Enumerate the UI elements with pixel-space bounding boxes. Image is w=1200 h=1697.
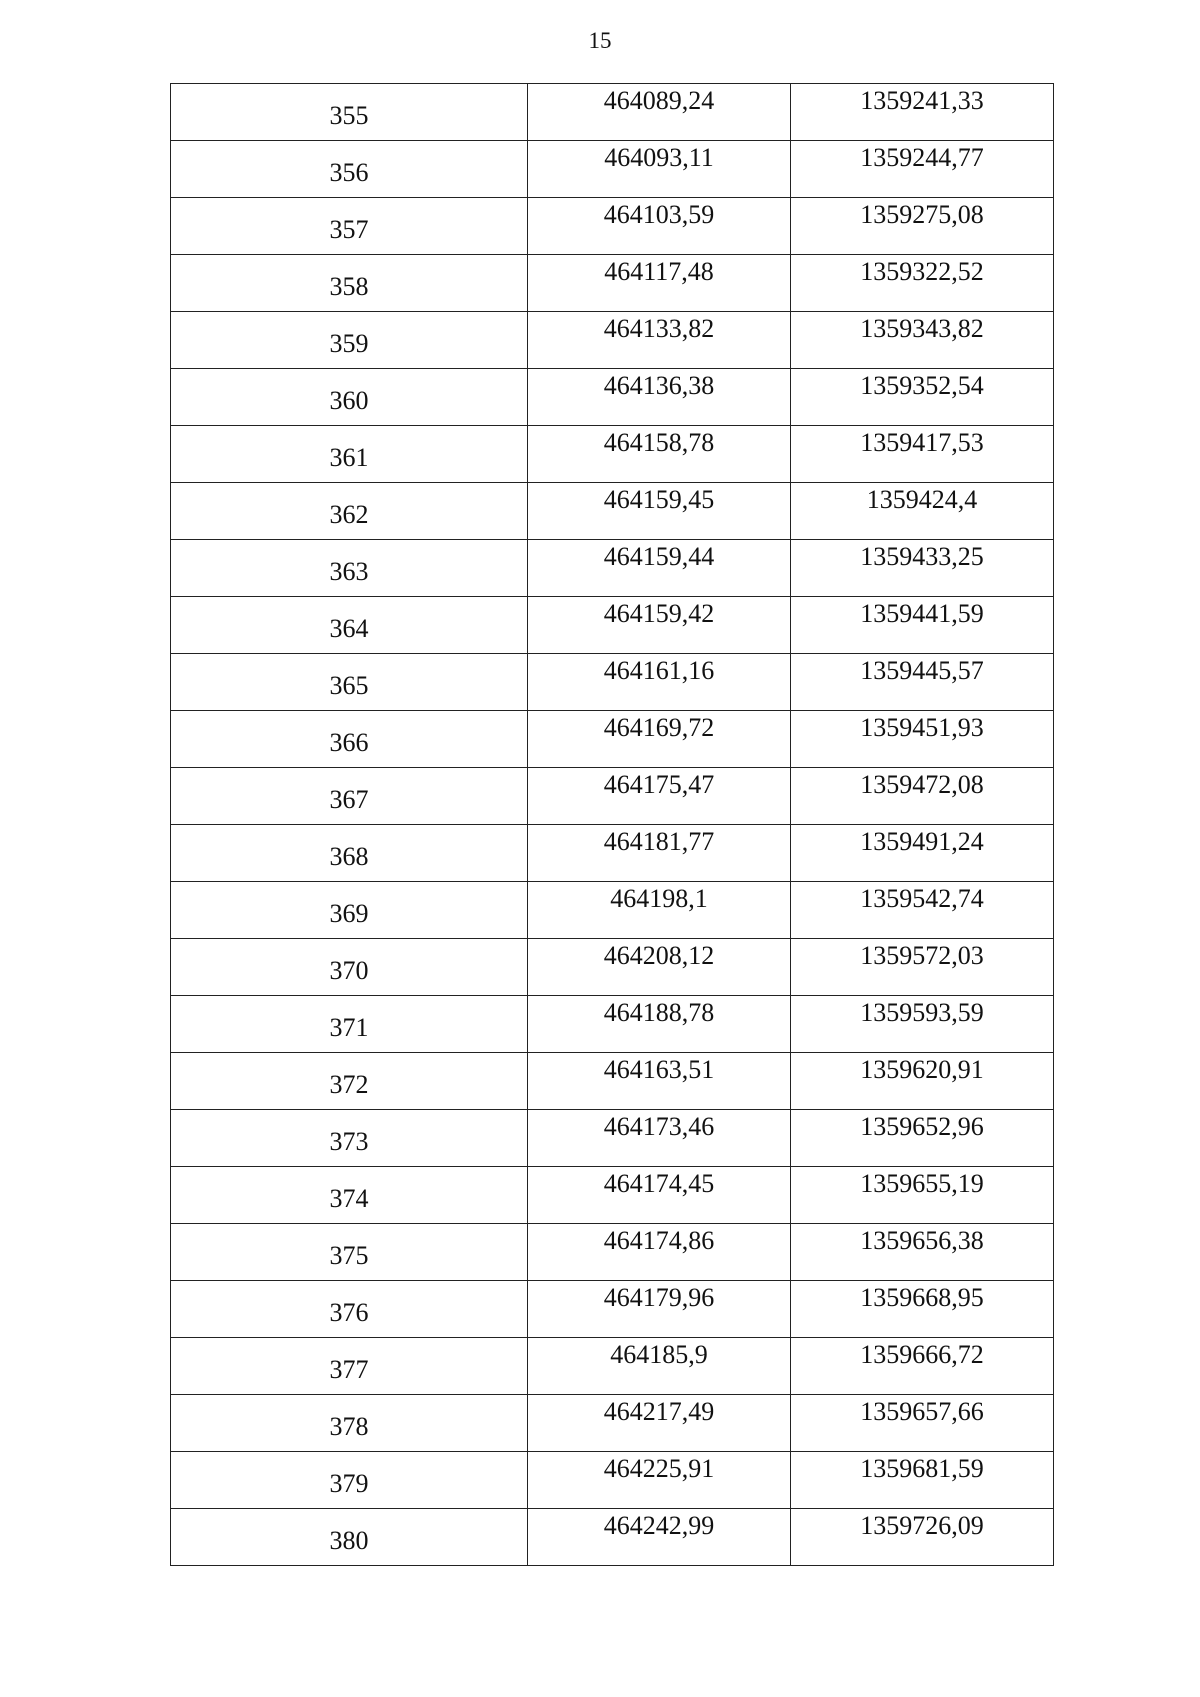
table-row xyxy=(171,255,1054,312)
y-coordinate-cell: 1359572,03 xyxy=(791,939,1054,996)
y-coordinate-cell: 1359433,25 xyxy=(791,540,1054,597)
x-coordinate-cell: 464185,9 xyxy=(528,1338,791,1395)
x-coordinate-cell: 464175,47 xyxy=(528,768,791,825)
y-coordinate-cell: 1359491,24 xyxy=(791,825,1054,882)
table-row xyxy=(171,996,1054,1053)
point-number-cell: 370 xyxy=(171,939,528,996)
point-number-cell: 377 xyxy=(171,1338,528,1395)
point-number-cell: 366 xyxy=(171,711,528,768)
x-coordinate-cell: 464159,42 xyxy=(528,597,791,654)
point-number-cell: 380 xyxy=(171,1509,528,1566)
y-coordinate-cell: 1359656,38 xyxy=(791,1224,1054,1281)
x-coordinate-cell: 464136,38 xyxy=(528,369,791,426)
y-coordinate-cell: 1359424,4 xyxy=(791,483,1054,540)
y-coordinate-cell: 1359451,93 xyxy=(791,711,1054,768)
table-row xyxy=(171,483,1054,540)
table-row xyxy=(171,1110,1054,1167)
table-row xyxy=(171,540,1054,597)
table-row xyxy=(171,939,1054,996)
y-coordinate-cell: 1359593,59 xyxy=(791,996,1054,1053)
x-coordinate-cell: 464169,72 xyxy=(528,711,791,768)
point-number-cell: 358 xyxy=(171,255,528,312)
table-row xyxy=(171,882,1054,939)
table-row xyxy=(171,711,1054,768)
point-number-cell: 378 xyxy=(171,1395,528,1452)
x-coordinate-cell: 464217,49 xyxy=(528,1395,791,1452)
x-coordinate-cell: 464181,77 xyxy=(528,825,791,882)
table-row xyxy=(171,1281,1054,1338)
y-coordinate-cell: 1359244,77 xyxy=(791,141,1054,198)
point-number-cell: 359 xyxy=(171,312,528,369)
x-coordinate-cell: 464188,78 xyxy=(528,996,791,1053)
point-number-cell: 367 xyxy=(171,768,528,825)
x-coordinate-cell: 464133,82 xyxy=(528,312,791,369)
x-coordinate-cell: 464179,96 xyxy=(528,1281,791,1338)
y-coordinate-cell: 1359417,53 xyxy=(791,426,1054,483)
coordinates-table xyxy=(170,83,1054,1566)
y-coordinate-cell: 1359666,72 xyxy=(791,1338,1054,1395)
point-number-cell: 369 xyxy=(171,882,528,939)
point-number-cell: 364 xyxy=(171,597,528,654)
table-row xyxy=(171,1338,1054,1395)
table-row xyxy=(171,1167,1054,1224)
point-number-cell: 360 xyxy=(171,369,528,426)
x-coordinate-cell: 464174,86 xyxy=(528,1224,791,1281)
y-coordinate-cell: 1359668,95 xyxy=(791,1281,1054,1338)
y-coordinate-cell: 1359652,96 xyxy=(791,1110,1054,1167)
table-row xyxy=(171,1395,1054,1452)
table-row xyxy=(171,825,1054,882)
point-number-cell: 363 xyxy=(171,540,528,597)
y-coordinate-cell: 1359542,74 xyxy=(791,882,1054,939)
x-coordinate-cell: 464198,1 xyxy=(528,882,791,939)
x-coordinate-cell: 464089,24 xyxy=(528,84,791,141)
x-coordinate-cell: 464159,44 xyxy=(528,540,791,597)
x-coordinate-cell: 464174,45 xyxy=(528,1167,791,1224)
y-coordinate-cell: 1359441,59 xyxy=(791,597,1054,654)
table-row xyxy=(171,654,1054,711)
table-row xyxy=(171,768,1054,825)
y-coordinate-cell: 1359681,59 xyxy=(791,1452,1054,1509)
table-row xyxy=(171,1452,1054,1509)
y-coordinate-cell: 1359620,91 xyxy=(791,1053,1054,1110)
table-row xyxy=(171,426,1054,483)
point-number-cell: 361 xyxy=(171,426,528,483)
y-coordinate-cell: 1359241,33 xyxy=(791,84,1054,141)
page-number: 15 xyxy=(588,28,612,53)
table-row xyxy=(171,198,1054,255)
table-row xyxy=(171,312,1054,369)
table-row xyxy=(171,141,1054,198)
x-coordinate-cell: 464103,59 xyxy=(528,198,791,255)
coordinates-table-body xyxy=(171,84,1054,1566)
table-row xyxy=(171,1224,1054,1281)
point-number-cell: 372 xyxy=(171,1053,528,1110)
x-coordinate-cell: 464117,48 xyxy=(528,255,791,312)
x-coordinate-cell: 464158,78 xyxy=(528,426,791,483)
table-row xyxy=(171,1053,1054,1110)
y-coordinate-cell: 1359726,09 xyxy=(791,1509,1054,1566)
point-number-cell: 362 xyxy=(171,483,528,540)
point-number-cell: 374 xyxy=(171,1167,528,1224)
x-coordinate-cell: 464208,12 xyxy=(528,939,791,996)
point-number-cell: 379 xyxy=(171,1452,528,1509)
y-coordinate-cell: 1359275,08 xyxy=(791,198,1054,255)
x-coordinate-cell: 464242,99 xyxy=(528,1509,791,1566)
y-coordinate-cell: 1359472,08 xyxy=(791,768,1054,825)
y-coordinate-cell: 1359655,19 xyxy=(791,1167,1054,1224)
point-number-cell: 376 xyxy=(171,1281,528,1338)
y-coordinate-cell: 1359343,82 xyxy=(791,312,1054,369)
point-number-cell: 355 xyxy=(171,84,528,141)
x-coordinate-cell: 464173,46 xyxy=(528,1110,791,1167)
point-number-cell: 375 xyxy=(171,1224,528,1281)
x-coordinate-cell: 464163,51 xyxy=(528,1053,791,1110)
point-number-cell: 357 xyxy=(171,198,528,255)
y-coordinate-cell: 1359352,54 xyxy=(791,369,1054,426)
y-coordinate-cell: 1359322,52 xyxy=(791,255,1054,312)
x-coordinate-cell: 464225,91 xyxy=(528,1452,791,1509)
y-coordinate-cell: 1359657,66 xyxy=(791,1395,1054,1452)
table-row xyxy=(171,1509,1054,1566)
x-coordinate-cell: 464159,45 xyxy=(528,483,791,540)
point-number-cell: 365 xyxy=(171,654,528,711)
y-coordinate-cell: 1359445,57 xyxy=(791,654,1054,711)
point-number-cell: 368 xyxy=(171,825,528,882)
point-number-cell: 373 xyxy=(171,1110,528,1167)
x-coordinate-cell: 464161,16 xyxy=(528,654,791,711)
point-number-cell: 371 xyxy=(171,996,528,1053)
table-row xyxy=(171,369,1054,426)
point-number-cell: 356 xyxy=(171,141,528,198)
table-row xyxy=(171,84,1054,141)
x-coordinate-cell: 464093,11 xyxy=(528,141,791,198)
table-row xyxy=(171,597,1054,654)
